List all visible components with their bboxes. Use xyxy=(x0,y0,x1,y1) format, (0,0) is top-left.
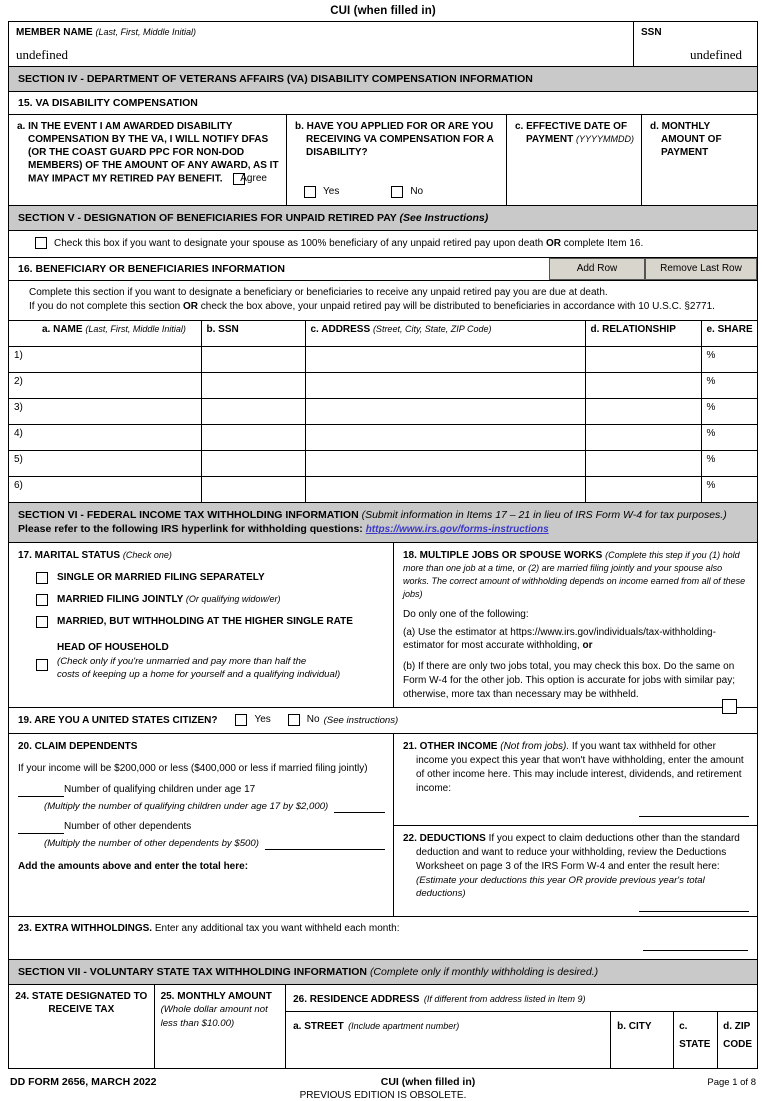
beneficiary-ssn-cell[interactable] xyxy=(201,399,305,425)
section-vii-body xyxy=(9,985,757,1068)
item-15a-agree-label: Agree xyxy=(240,173,267,185)
section-vi-band xyxy=(9,503,757,543)
item-19-yes-checkbox[interactable] xyxy=(235,714,247,726)
item-18-cell xyxy=(394,543,757,708)
member-name-hint: (Last, First, Middle Initial) xyxy=(95,27,196,37)
item-20-other-note-row xyxy=(18,837,385,850)
item-18-option-b: (b) If there are only two jobs total, you may check this box. Do the same on Form W-4 for the other job. This option is accurate for jobs with similar pay; otherwise, more tax than necessary may be withheld. xyxy=(403,661,735,700)
item-15d-cell[interactable] xyxy=(642,115,757,205)
item-26-cell xyxy=(286,985,757,1068)
item-20-other-line xyxy=(18,820,385,834)
previous-edition-note: PREVIOUS EDITION IS OBSOLETE. xyxy=(299,1090,467,1101)
item-21-text: 21. OTHER INCOME (Not from jobs). If you want tax withheld for other income you expect this year that won't have withholding, enter the amount of other income here. This may include interest, dividends, and retirement income: xyxy=(403,741,744,794)
beneficiary-col-name: a. NAME (Last, First, Middle Initial) xyxy=(9,321,201,347)
marital-higher-single-checkbox[interactable] xyxy=(36,616,48,628)
item-16-title: 16. BENEFICIARY OR BENEFICIARIES INFORMATION xyxy=(18,262,285,275)
marital-joint-checkbox[interactable] xyxy=(36,594,48,606)
deductions-amount-input[interactable] xyxy=(639,901,749,912)
table-row xyxy=(9,477,757,503)
beneficiary-relationship-cell[interactable] xyxy=(585,373,701,399)
item-18-hint: (Complete this step if you (1) hold more than one job at a time, or (2) are married filing jointly and your spouse also works. The correct amount of withholding depends on income earned from all of these jobs) xyxy=(403,549,746,599)
beneficiary-relationship-cell[interactable] xyxy=(585,425,701,451)
table-row xyxy=(9,399,757,425)
beneficiary-share-cell[interactable]: % xyxy=(701,373,757,399)
beneficiary-address-cell[interactable] xyxy=(305,451,585,477)
item-15b-no-checkbox[interactable] xyxy=(391,186,403,198)
beneficiary-col-share: e. SHARE xyxy=(701,321,757,347)
item-18-two-jobs-checkbox[interactable] xyxy=(722,699,737,714)
beneficiary-col-address: c. ADDRESS (Street, City, State, ZIP Code) xyxy=(305,321,585,347)
item-17-hint: (Check one) xyxy=(122,549,172,560)
other-dependents-note: (Multiply the number of other dependents by $500) xyxy=(44,837,259,849)
marital-joint-label: MARRIED FILING JOINTLY (Or qualifying widow/er) xyxy=(57,593,281,605)
item-25-note: (Whole dollar amount not less than $10.00) xyxy=(160,1004,268,1029)
beneficiary-name-cell[interactable]: 1) xyxy=(9,347,201,373)
qualifying-children-note: (Multiply the number of qualifying children under age 17 by $2,000) xyxy=(44,800,329,812)
remove-last-row-button[interactable]: Remove Last Row xyxy=(645,258,757,280)
item-17-title: 17. MARITAL STATUS (Check one) xyxy=(18,549,172,561)
section-vii-title: SECTION VII - VOLUNTARY STATE TAX WITHHOLDING INFORMATION xyxy=(18,966,368,979)
add-row-button[interactable]: Add Row xyxy=(549,258,645,280)
beneficiary-address-cell[interactable] xyxy=(305,477,585,503)
item-16-bar xyxy=(9,258,757,281)
qualifying-children-label: Number of qualifying children under age 17 xyxy=(64,784,256,796)
beneficiary-table-header-row xyxy=(9,321,757,347)
item-15b-yes-checkbox[interactable] xyxy=(304,186,316,198)
qualifying-children-count-input[interactable] xyxy=(18,785,64,797)
item-20-children-note-row xyxy=(18,800,385,813)
item-26-state-cell[interactable] xyxy=(674,1012,718,1068)
section-iv-title: SECTION IV - DEPARTMENT OF VETERANS AFFAIRS (VA) DISABILITY COMPENSATION INFORMATION xyxy=(18,73,533,85)
section-vii-band xyxy=(9,960,757,985)
section-iv-band xyxy=(9,67,757,92)
spouse-beneficiary-label: Check this box if you want to designate your spouse as 100% beneficiary of any unpaid retired pay upon death OR complete Item 16. xyxy=(54,238,644,250)
section-v-band xyxy=(9,206,757,231)
beneficiary-relationship-cell[interactable] xyxy=(585,477,701,503)
item-15b-yes-label: Yes xyxy=(323,186,340,198)
state-label: c. STATE xyxy=(679,1021,711,1051)
cui-header-banner: CUI (when filled in) xyxy=(330,5,436,17)
item-15b-no-label: No xyxy=(410,186,424,198)
street-hint: (Include apartment number) xyxy=(348,1021,460,1032)
item-20-children-line xyxy=(18,783,385,797)
table-row xyxy=(9,347,757,373)
beneficiary-address-cell[interactable] xyxy=(305,399,585,425)
section-v-hint: (See Instructions) xyxy=(399,211,489,224)
beneficiary-share-cell[interactable]: % xyxy=(701,451,757,477)
beneficiary-address-cell[interactable] xyxy=(305,373,585,399)
marital-status-option-higher-single[interactable] xyxy=(18,615,385,628)
other-income-amount-input[interactable] xyxy=(639,806,749,817)
item-26-label: 26. RESIDENCE ADDRESS xyxy=(293,994,420,1006)
item-20-21-22-row xyxy=(9,734,757,917)
item-19-title: 19. ARE YOU A UNITED STATES CITIZEN? xyxy=(18,714,218,726)
item-26-fields-row xyxy=(286,1012,757,1068)
item-19-hint: (See instructions) xyxy=(323,714,399,726)
marital-hoh-note-2: costs of keeping up a home for yourself and a qualifying individual) xyxy=(57,668,341,680)
beneficiary-ssn-cell[interactable] xyxy=(201,477,305,503)
item-19-row xyxy=(9,708,757,734)
section-vi-hyperlink-line: Please refer to the following IRS hyperlink for withholding questions: https://www.irs.gov/forms-instructions xyxy=(18,523,549,536)
item-22-note: (Estimate your deductions this year OR provide previous year's total deductions) xyxy=(416,874,705,900)
beneficiary-address-cell[interactable] xyxy=(305,347,585,373)
dd-form-2656-page xyxy=(8,21,758,1069)
item-16-note-line-2: If you do not complete this section OR check the box above, your unpaid retired pay will be distributed to beneficiaries in accordance with 10 U.S.C. §2771. xyxy=(29,300,715,312)
section-v-title: SECTION V - DESIGNATION OF BENEFICIARIES FOR UNPAID RETIRED PAY xyxy=(18,211,397,224)
beneficiary-col-ssn: b. SSN xyxy=(201,321,305,347)
beneficiary-relationship-cell[interactable] xyxy=(585,347,701,373)
item-25-label: 25. MONTHLY AMOUNT xyxy=(160,991,272,1003)
item-15-title: 15. VA DISABILITY COMPENSATION xyxy=(9,92,757,115)
item-15a-cell xyxy=(9,115,287,205)
marital-hoh-label: HEAD OF HOUSEHOLD xyxy=(57,641,169,653)
item-26-title-row xyxy=(286,985,757,1012)
item-19-no-label: No xyxy=(306,714,320,726)
item-15c-cell[interactable] xyxy=(507,115,642,205)
item-15c-label: c. EFFECTIVE DATE OF PAYMENT (YYYYMMDD) xyxy=(515,121,635,146)
beneficiary-share-cell[interactable]: % xyxy=(701,347,757,373)
item-26-hint: (If different from address listed in Item 9) xyxy=(423,994,586,1005)
item-26-street-cell[interactable] xyxy=(286,1012,611,1068)
table-row xyxy=(9,373,757,399)
beneficiary-ssn-cell[interactable] xyxy=(201,347,305,373)
item-21-hint: (Not from jobs). xyxy=(500,741,570,753)
other-dependents-amount-input[interactable] xyxy=(265,840,385,850)
item-15c-hint: (YYYYMMDD) xyxy=(576,134,635,145)
item-17-cell xyxy=(9,543,394,708)
beneficiary-name-cell[interactable]: 2) xyxy=(9,373,201,399)
item-26-city-cell[interactable] xyxy=(611,1012,674,1068)
marital-single-checkbox[interactable] xyxy=(36,572,48,584)
section-vii-hint: (Complete only if monthly withholding is desired.) xyxy=(369,966,599,979)
ssn-value[interactable]: undefined xyxy=(690,47,742,62)
section-vi-hint: (Submit information in Items 17 – 21 in lieu of IRS Form W-4 for tax purposes.) xyxy=(361,509,727,522)
item-18-option-a: (a) Use the estimator at https://www.irs.gov/individuals/tax-withholding-estimator for most accurate withholding, or xyxy=(403,626,716,652)
item-22-cell xyxy=(394,826,757,916)
item-24-label: 24. STATE DESIGNATED TO RECEIVE TAX xyxy=(15,991,148,1016)
other-dependents-count-input[interactable] xyxy=(18,822,64,834)
member-identification-row xyxy=(9,22,757,67)
member-name-cell xyxy=(9,22,634,66)
form-id-label: DD FORM 2656, MARCH 2022 xyxy=(10,1076,157,1089)
beneficiary-name-cell[interactable]: 5) xyxy=(9,451,201,477)
marital-status-option-single[interactable] xyxy=(18,571,385,584)
marital-status-option-joint[interactable] xyxy=(18,593,385,606)
beneficiary-name-cell[interactable]: 4) xyxy=(9,425,201,451)
irs-forms-instructions-link[interactable]: https://www.irs.gov/forms-instructions xyxy=(365,524,549,536)
item-21-cell xyxy=(394,734,757,826)
beneficiary-ssn-cell[interactable] xyxy=(201,425,305,451)
beneficiary-name-cell[interactable]: 3) xyxy=(9,399,201,425)
item-20-income-text: If your income will be $200,000 or less ($400,000 or less if married filing jointly) xyxy=(18,763,368,775)
beneficiary-name-cell[interactable]: 6) xyxy=(9,477,201,503)
form-footer xyxy=(8,1069,758,1088)
item-25-cell[interactable] xyxy=(155,985,287,1068)
item-24-cell[interactable] xyxy=(9,985,155,1068)
beneficiary-col-relationship: d. RELATIONSHIP xyxy=(585,321,701,347)
table-row xyxy=(9,451,757,477)
cui-footer-banner: CUI (when filled in) xyxy=(380,1076,476,1089)
item-20-title: 20. CLAIM DEPENDENTS xyxy=(18,741,138,753)
marital-status-option-hoh[interactable] xyxy=(18,637,385,681)
item-16-note xyxy=(9,281,757,321)
beneficiary-share-cell[interactable]: % xyxy=(706,480,716,492)
beneficiary-share-cell[interactable]: % xyxy=(701,399,757,425)
page-number-label: Page 1 of 8 xyxy=(707,1077,756,1089)
beneficiary-relationship-cell[interactable] xyxy=(585,399,701,425)
item-15d-label: d. MONTHLY AMOUNT OF PAYMENT xyxy=(650,121,722,159)
item-26-zip-cell[interactable] xyxy=(718,1012,757,1068)
marital-higher-single-label: MARRIED, BUT WITHHOLDING AT THE HIGHER SINGLE RATE xyxy=(57,615,353,627)
ssn-cell xyxy=(634,22,757,66)
qualifying-children-amount-input[interactable] xyxy=(334,803,385,813)
beneficiary-ssn-cell[interactable] xyxy=(201,373,305,399)
item-19-yes-label: Yes xyxy=(254,714,271,726)
item-17-18-row xyxy=(9,543,757,709)
item-23-row xyxy=(9,917,757,960)
city-label: b. CITY xyxy=(617,1021,652,1033)
marital-hoh-block xyxy=(57,637,340,681)
beneficiary-table xyxy=(9,321,757,504)
item-20-cell xyxy=(9,734,394,916)
item-15b-cell xyxy=(287,115,507,205)
beneficiary-share-cell[interactable]: % xyxy=(701,425,757,451)
beneficiary-table-body xyxy=(9,347,757,503)
item-15a-label: a. IN THE EVENT I AM AWARDED DISABILITY COMPENSATION BY THE VA, I WILL NOTIFY DFAS (OR THE COAST GUARD PPC FOR NON-DOD MEMBERS) OF THE AMOUNT OF ANY AWARD, AS IT MAY IMPACT MY RETIRED PAY BENEFIT. Agree xyxy=(17,121,279,185)
item-18-title: 18. MULTIPLE JOBS OR SPOUSE WORKS (Complete this step if you (1) hold more than one job at a time, or (2) are married filing jointly and your spouse also works. The correct amount of withholding depends on income earned from all of these jobs) xyxy=(403,549,746,599)
spouse-beneficiary-row xyxy=(9,231,757,258)
item-16-note-line-1: Complete this section if you want to designate a beneficiary or beneficiaries to receive any unpaid retired pay you are due at death. xyxy=(29,286,608,298)
item-23-text: 23. EXTRA WITHHOLDINGS. Enter any additional tax you want withheld each month: xyxy=(18,923,400,935)
street-label: a. STREET xyxy=(293,1021,344,1033)
member-name-value[interactable]: undefined xyxy=(16,47,68,62)
ssn-label: SSN xyxy=(641,27,662,38)
marital-joint-note: (Or qualifying widow/er) xyxy=(185,593,281,604)
extra-withholding-amount-input[interactable] xyxy=(643,940,748,951)
item-22-text: 22. DEDUCTIONS If you expect to claim deductions other than the standard deduction and want to reduce your withholding, review the Deductions Worksheet on page 3 of the IRS Form W-4 and enter the result here: xyxy=(403,833,740,873)
item-21-22-cell xyxy=(394,734,757,916)
marital-single-label: SINGLE OR MARRIED FILING SEPARATELY xyxy=(57,571,265,583)
section-vi-title-line: SECTION VI - FEDERAL INCOME TAX WITHHOLDING INFORMATION (Submit information in Items 17 – 21 in lieu of IRS Form W-4 for tax purposes.) xyxy=(18,509,727,522)
beneficiary-ssn-cell[interactable] xyxy=(201,451,305,477)
marital-hoh-note-1: (Check only if you're unmarried and pay more than half the xyxy=(57,655,307,667)
item-19-no-checkbox[interactable] xyxy=(288,714,300,726)
zip-label: d. ZIP CODE xyxy=(723,1021,753,1051)
marital-hoh-checkbox[interactable] xyxy=(36,659,48,671)
item-15b-label: b. HAVE YOU APPLIED FOR OR ARE YOU RECEIVING VA COMPENSATION FOR A DISABILITY? xyxy=(295,121,494,159)
table-row xyxy=(9,425,757,451)
item-18-do-only: Do only one of the following: xyxy=(403,608,529,620)
item-15-row xyxy=(9,115,757,206)
beneficiary-relationship-cell[interactable] xyxy=(585,451,701,477)
other-dependents-label: Number of other dependents xyxy=(64,821,192,833)
beneficiary-address-cell[interactable] xyxy=(305,425,585,451)
spouse-beneficiary-checkbox[interactable] xyxy=(35,237,47,249)
member-name-label: MEMBER NAME (Last, First, Middle Initial) xyxy=(16,27,196,38)
item-20-total-label: Add the amounts above and enter the total here: xyxy=(18,861,249,873)
